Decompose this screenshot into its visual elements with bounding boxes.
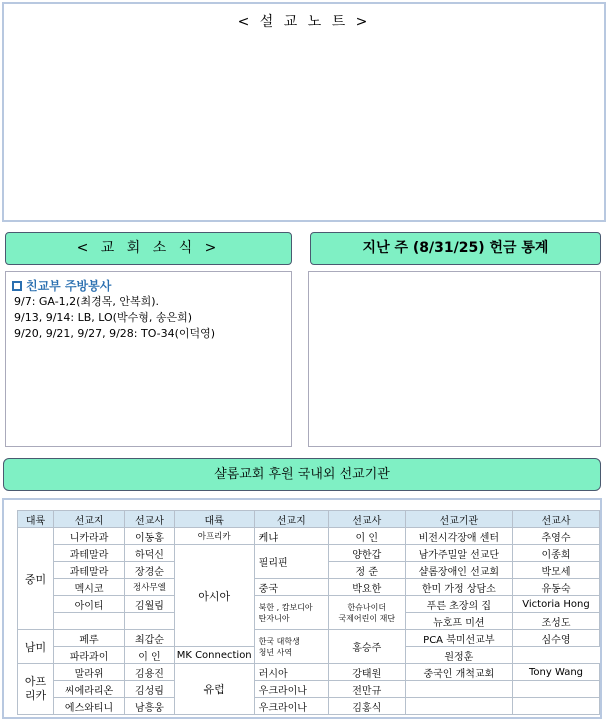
col-header: 대륙 (18, 511, 54, 528)
nk-line1: 북한 , 캄보디아 (258, 602, 313, 612)
table-row (18, 664, 600, 681)
table-cell: 파라과이 (53, 647, 124, 664)
table-row (18, 528, 600, 545)
table-row (18, 681, 600, 698)
news-line: 9/7: GA-1,2(최경목, 안복희). (14, 295, 160, 308)
table-cell: 조성도 (513, 613, 600, 630)
table-cell: 말라위 (53, 664, 124, 681)
table-cell: 장경순 (125, 562, 175, 579)
table-cell: 이 인 (125, 647, 175, 664)
missions-header: 샬롬교회 후원 국내외 선교기관 (3, 458, 601, 491)
table-row (18, 545, 600, 562)
nk-cell (254, 596, 328, 630)
table-cell: Victoria Hong (513, 596, 600, 613)
col-header: 선교기관 (405, 511, 512, 528)
table-cell: 비전시각장애 센터 (405, 528, 512, 545)
region-cell: 남미 (18, 630, 54, 664)
region-cell: 유럽 (174, 664, 254, 715)
table-row (18, 698, 600, 715)
table-cell: 박모세 (513, 562, 600, 579)
table-cell: 중국 (254, 579, 328, 596)
table-cell: 남가주밀알 선교단 (405, 545, 512, 562)
table-cell: 김성림 (125, 681, 175, 698)
table-cell (53, 613, 124, 630)
kr-line1: 한국 대학생 (258, 636, 300, 646)
table-cell: 원정훈 (405, 647, 512, 664)
table-cell: 케냐 (254, 528, 328, 545)
table-cell: 전만규 (328, 681, 405, 698)
region-cell: 중미 (18, 528, 54, 630)
table-cell (513, 698, 600, 715)
nk-line2: 탄자니아 (258, 613, 290, 623)
table-row (18, 579, 600, 596)
offering-stats-panel (308, 271, 601, 447)
missions-panel (2, 498, 602, 719)
table-cell: 이종희 (513, 545, 600, 562)
table-cell: Tony Wang (513, 664, 600, 681)
table-row (18, 596, 600, 613)
region-cell: 아시아 (174, 545, 254, 647)
table-cell: 강태원 (328, 664, 405, 681)
table-cell: 정 준 (328, 562, 405, 579)
table-cell: 심수영 (513, 630, 600, 647)
news-section-title: 친교부 주방봉사 (26, 279, 112, 293)
col-header: 선교지 (254, 511, 328, 528)
table-cell: 과테말라 (53, 545, 124, 562)
col-header: 선교사 (513, 511, 600, 528)
table-cell: 박요한 (328, 579, 405, 596)
table-cell (513, 681, 600, 698)
table-cell (125, 613, 175, 630)
table-row (18, 630, 600, 647)
table-cell (405, 681, 512, 698)
news-section-heading (12, 277, 111, 294)
table-cell: 이 인 (328, 528, 405, 545)
table-cell: 유동숙 (513, 579, 600, 596)
kr-line2: 청년 사역 (258, 647, 293, 657)
sermon-notes-title: < 설 교 노 트 > (237, 14, 371, 30)
col-header: 선교지 (53, 511, 124, 528)
nk-m-line2: 국제어린이 재단 (338, 613, 396, 623)
church-news-header: < 교 회 소 식 > (5, 232, 292, 265)
table-cell: 양한갑 (328, 545, 405, 562)
table-cell: 중국인 개척교회 (405, 664, 512, 681)
col-header: 선교사 (328, 511, 405, 528)
table-cell: 추영수 (513, 528, 600, 545)
table-cell: 정사무엘 (125, 579, 175, 596)
table-cell: 러시아 (254, 664, 328, 681)
nk-m-line1: 한슈나이더 (347, 602, 387, 612)
table-cell: 우크라이나 (254, 681, 328, 698)
table-cell: 샬롬장애인 선교회 (405, 562, 512, 579)
table-cell: 푸른 초장의 집 (405, 596, 512, 613)
missions-table (17, 510, 600, 715)
table-cell: 한미 가정 상담소 (405, 579, 512, 596)
table-cell: 페루 (53, 630, 124, 647)
table-cell: 과테말라 (53, 562, 124, 579)
kr-cell (254, 630, 328, 664)
table-cell: 김월림 (125, 596, 175, 613)
table-cell: 니카라과 (53, 528, 124, 545)
table-cell: 김홍식 (328, 698, 405, 715)
table-cell: 최갑순 (125, 630, 175, 647)
table-cell: 아이티 (53, 596, 124, 613)
sermon-notes-panel (2, 2, 606, 222)
table-cell: 홍승주 (328, 630, 405, 664)
news-line: 9/13, 9/14: LB, LO(박수형, 송은희) (14, 311, 192, 324)
church-news-panel (5, 271, 292, 447)
offering-stats-header: 지난 주 (8/31/25) 헌금 통계 (310, 232, 601, 265)
table-cell: 뉴호프 미션 (405, 613, 512, 630)
table-cell: 이동홍 (125, 528, 175, 545)
table-cell (405, 698, 512, 715)
table-header-row (18, 511, 600, 528)
region-cell: 아프 리카 (18, 664, 54, 715)
table-cell: 우크라이나 (254, 698, 328, 715)
nk-missionary-cell (328, 596, 405, 630)
news-line: 9/20, 9/21, 9/27, 9/28: TO-34(이덕영) (14, 327, 216, 340)
col-header: 선교사 (125, 511, 175, 528)
table-cell: 에스와티니 (53, 698, 124, 715)
table-cell: PCA 북미선교부 (405, 630, 512, 647)
table-cell: 남흥웅 (125, 698, 175, 715)
col-header: 대륙 (174, 511, 254, 528)
table-cell: 멕시코 (53, 579, 124, 596)
region-cell: 아프리카 (174, 528, 254, 545)
table-cell: 하덕신 (125, 545, 175, 562)
checkbox-square-icon (12, 281, 22, 291)
table-cell: 김용진 (125, 664, 175, 681)
table-cell: 씨에라리온 (53, 681, 124, 698)
table-cell: MK Connection (174, 647, 254, 664)
table-cell: 필리핀 (254, 545, 328, 579)
